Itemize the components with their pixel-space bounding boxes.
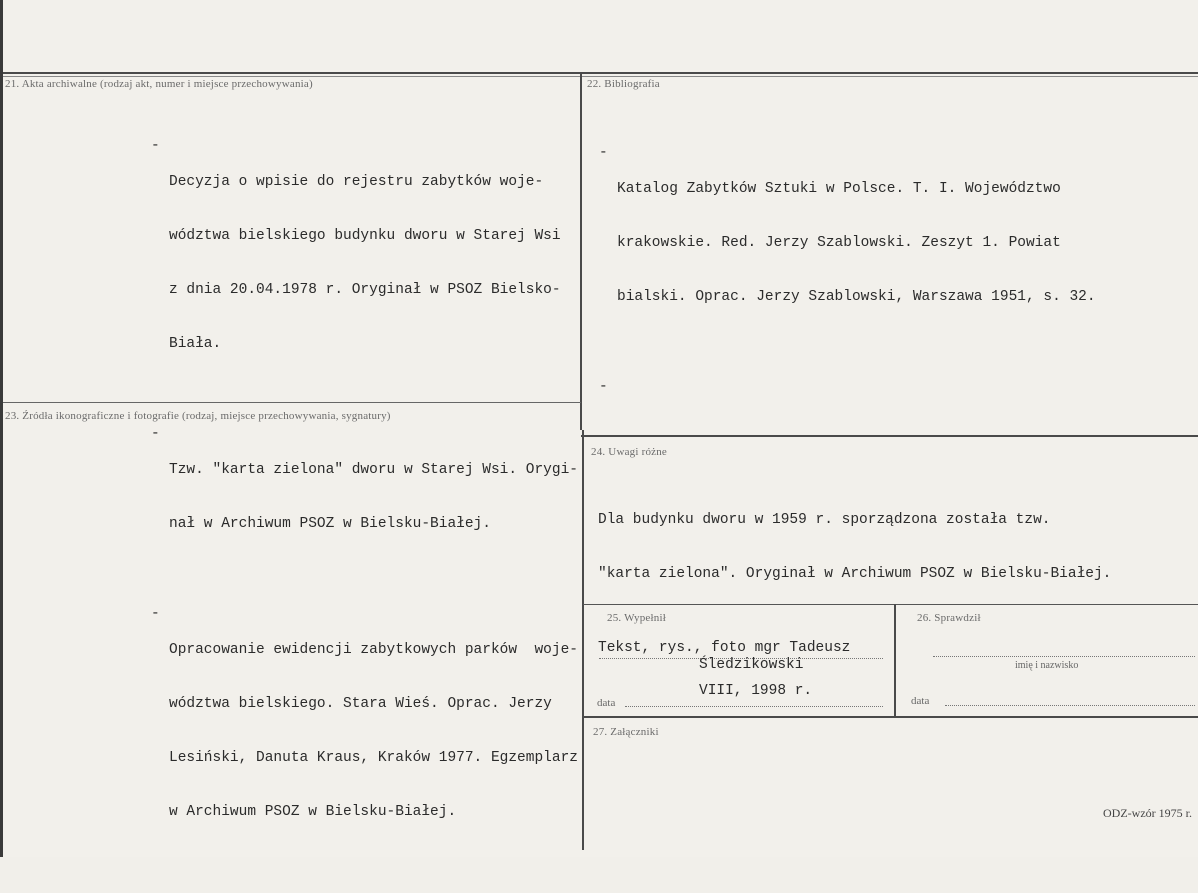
section-26-name-label: imię i nazwisko	[1015, 660, 1079, 671]
section-23-label: 23. Źródła ikonograficzne i fotografie (rodzaj, miejsce przechowywania, sygnatury)	[5, 410, 391, 422]
section-21-entry-3: - Opracowanie ewidencji zabytkowych parków woje- wództwa bielskiego. Stara Wieś. Oprac. Jerzy Lesiński, Danuta Kraus, Kraków 1977. Egzemplarz w Archiwum PSOZ w Bielsku-Białej.	[151, 606, 578, 820]
section-25-filled-by: Tekst, rys., foto mgr Tadeusz	[598, 640, 851, 656]
rule-25-27	[583, 716, 1198, 718]
section-27-label: 27. Załączniki	[593, 726, 659, 738]
section-24-label: 24. Uwagi różne	[591, 446, 668, 458]
section-26-date-line	[945, 705, 1195, 706]
top-rule	[3, 72, 1198, 74]
section-21-entry-1: - Decyzja o wpisie do rejestru zabytków woje- wództwa bielskiego budynku dworu w Starej Wsi z dnia 20.04.1978 r. Oryginał w PSOZ Bielsko- Biała.	[151, 138, 561, 352]
column-divider-upper	[580, 72, 582, 430]
section-24-text: Dla budynku dworu w 1959 r. sporządzona została tzw. "karta zielona". Oryginał w Archiwum PSOZ w Bielsku-Białej.	[598, 512, 1112, 582]
section-22-entry-1: - Katalog Zabytków Sztuki w Polsce. T. I. Województwo krakowskie. Red. Jerzy Szablowski. Zeszyt 1. Powiat bialski. Oprac. Jerzy Szablowski, Warszawa 1951, s. 32.	[599, 145, 1096, 305]
section-21-label: 21. Akta archiwalne (rodzaj akt, numer i miejsce przechowywania)	[5, 78, 313, 90]
column-divider-lower	[582, 430, 584, 850]
section-21-entries	[151, 101, 578, 893]
section-22-label: 22. Bibliografia	[587, 78, 660, 90]
section-25-name: Śledzikowski	[699, 657, 804, 673]
section-22-entry-2: -	[599, 379, 608, 395]
section-26-date-label: data	[911, 695, 930, 707]
form-template-id: ODZ-wzór 1975 r.	[1103, 806, 1192, 820]
divider-25-26	[894, 604, 896, 716]
section-21-entry-2: - Tzw. "karta zielona" dworu w Starej Wsi. Orygi- nał w Archiwum PSOZ w Bielsku-Białej.	[151, 426, 578, 532]
section-25-date-line	[625, 706, 883, 707]
section-22-entries	[599, 108, 1096, 486]
section-26-name-line	[933, 656, 1195, 657]
section-26-label: 26. Sprawdził	[917, 612, 981, 624]
section-25-label: 25. Wypełnił	[607, 612, 666, 624]
section-25-date-value: VIII, 1998 r.	[699, 683, 813, 699]
top-rule-secondary	[3, 76, 1198, 77]
section-25-date-label: data	[597, 697, 616, 709]
